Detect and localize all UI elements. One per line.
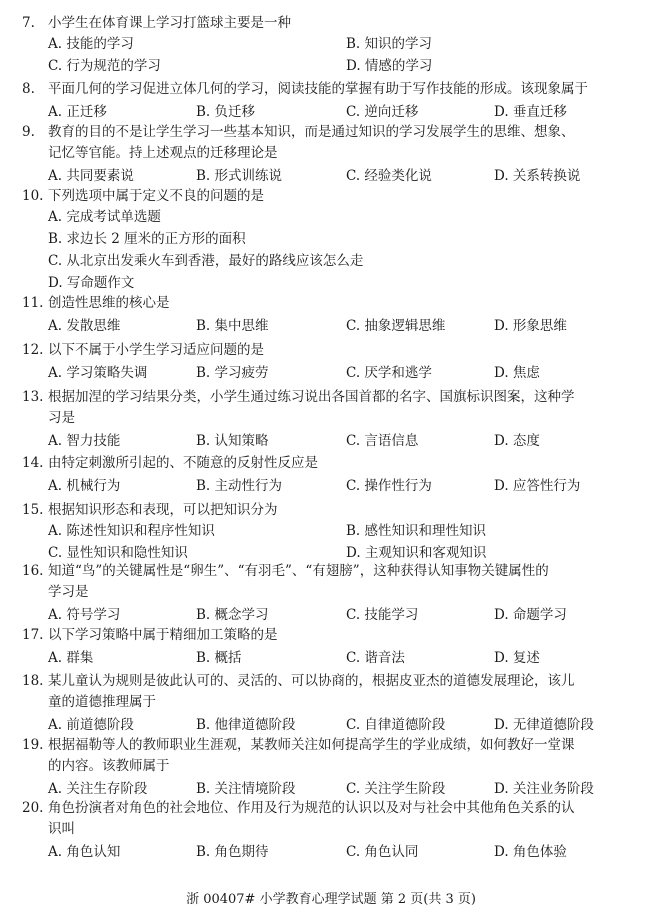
question-20 [0,798,662,864]
option-c: C. 操作性行为 [346,478,432,494]
option-a: A. 正迁移 [48,104,107,120]
question-number: 14. [22,455,44,471]
options-row [0,251,662,273]
question-number: 8. [22,81,35,97]
stem-text: 创造性思维的核心是 [48,295,170,311]
option-a: A. 陈述性知识和程序性知识 [48,523,215,539]
option-a: A. 前道德阶段 [48,717,134,733]
option-d: D. 关系转换说 [494,168,581,184]
option-d: D. 命题学习 [494,607,567,623]
option-d: D. 应答性行为 [494,478,581,494]
question-16 [0,561,662,627]
question-number: 18. [22,673,44,689]
option-d: D. 关注业务阶段 [494,781,594,797]
option-b: B. 认知策略 [196,433,269,449]
option-c: C. 角色认同 [346,844,419,860]
stem-line: 学习是 [48,584,89,600]
question-stem [22,186,632,207]
stem-line [22,293,632,314]
option-b: B. 求边长 2 厘米的正方形的面积 [48,231,246,247]
question-number: 7. [22,15,35,31]
stem-line [22,453,632,474]
option-a: A. 技能的学习 [48,36,134,52]
question-number: 19. [22,737,44,753]
question-15 [0,500,662,565]
option-c: C. 抽象逻辑思维 [346,318,446,334]
question-8 [0,79,662,124]
options-row [0,273,662,295]
question-number: 12. [22,342,44,358]
option-a: A. 学习策略失调 [48,365,148,381]
option-b: B. 集中思维 [196,318,269,334]
options-row [0,56,662,78]
stem-line [22,122,632,143]
option-b: B. 他律道德阶段 [196,717,296,733]
question-number: 16. [22,563,44,579]
option-a: A. 智力技能 [48,433,121,449]
stem-line [22,500,632,521]
options-row [0,207,662,229]
question-number: 15. [22,502,44,518]
stem-line [22,186,632,207]
option-c: C. 从北京出发乘火车到香港，最好的路线应该怎么走 [48,253,364,269]
stem-line: 的内容。该教师属于 [48,758,170,774]
option-b: B. 知识的学习 [346,36,433,52]
option-d: D. 角色体验 [494,844,567,860]
question-number: 9. [22,124,35,140]
stem-text: 以下学习策略中属于精细加工策略的是 [48,627,278,643]
question-11 [0,293,662,338]
question-stem [22,13,632,34]
question-stem [22,79,632,100]
question-14 [0,453,662,498]
question-17 [0,625,662,670]
option-a: A. 关注生存阶段 [48,781,148,797]
question-12 [0,340,662,385]
question-7 [0,13,662,78]
option-b: B. 主动性行为 [196,478,283,494]
option-a: A. 群集 [48,650,94,666]
options-row [0,521,662,543]
question-13 [0,387,662,453]
option-b: B. 感性知识和理性知识 [346,523,487,539]
stem-line [22,735,632,756]
stem-line: 童的道德推理属于 [48,694,156,710]
option-d: D. 主观知识和客观知识 [346,545,487,561]
stem-line [22,671,632,692]
question-stem [22,293,632,314]
stem-text: 小学生在体育课上学习打篮球主要是一种 [48,15,291,31]
stem-text: 以下不属于小学生学习适应问题的是 [48,342,264,358]
options-row [0,842,662,864]
question-stem [22,340,632,361]
question-9 [0,122,662,188]
options-row [0,363,662,385]
option-b: B. 概括 [196,650,242,666]
options-row [0,229,662,251]
question-18 [0,671,662,737]
stem-text: 平面几何的学习促进立体几何的学习，阅读技能的掌握有助于写作技能的形成。该现象属于 [48,81,588,97]
stem-line: 识叫 [48,821,75,837]
options-row [0,316,662,338]
option-d: D. 情感的学习 [346,58,433,74]
option-d: D. 复述 [494,650,540,666]
option-b: B. 概念学习 [196,607,269,623]
option-b: B. 关注情境阶段 [196,781,296,797]
option-b: B. 负迁移 [196,104,256,120]
stem-line [22,561,632,582]
question-stem [22,387,632,429]
option-d: D. 焦虑 [494,365,540,381]
option-c: C. 行为规范的学习 [48,58,161,74]
options-row [0,431,662,453]
options-row [0,648,662,670]
stem-line [22,13,632,34]
option-c: C. 逆向迁移 [346,104,419,120]
option-d: D. 无律道德阶段 [494,717,594,733]
options-row [0,715,662,737]
option-a: A. 机械行为 [48,478,121,494]
stem-line [22,79,632,100]
stem-line: 习是 [48,410,75,426]
question-stem [22,561,632,603]
option-a: A. 符号学习 [48,607,121,623]
option-c: C. 言语信息 [346,433,419,449]
option-d: D. 态度 [494,433,540,449]
stem-line [22,340,632,361]
options-row [0,34,662,56]
option-c: C. 厌学和逃学 [346,365,432,381]
option-d: D. 垂直迁移 [494,104,567,120]
stem-text: 根据加涅的学习结果分类，小学生通过练习说出各国首都的名字、国旗标识图案，这种学 [48,389,575,405]
question-number: 11. [22,295,44,311]
option-c: C. 经验类化说 [346,168,432,184]
question-stem [22,671,632,713]
option-b: B. 形式训练说 [196,168,283,184]
stem-line [22,625,632,646]
option-c: C. 谐音法 [346,650,405,666]
question-number: 13. [22,389,44,405]
question-number: 17. [22,627,44,643]
option-d: D. 写命题作文 [48,275,135,291]
stem-line [22,387,632,408]
option-a: A. 完成考试单选题 [48,209,161,225]
option-a: A. 发散思维 [48,318,121,334]
stem-line: 记忆等官能。持上述观点的迁移理论是 [48,145,278,161]
question-10 [0,186,662,295]
options-row [0,476,662,498]
stem-line [22,798,632,819]
option-c: C. 关注学生阶段 [346,781,446,797]
stem-text: 下列选项中属于定义不良的问题的是 [48,188,264,204]
option-d: D. 形象思维 [494,318,567,334]
question-stem [22,625,632,646]
stem-text: 某儿童认为规则是彼此认可的、灵活的、可以协商的，根据皮亚杰的道德发展理论，该儿 [48,673,575,689]
option-a: A. 共同要素说 [48,168,134,184]
options-row [0,605,662,627]
page-footer: 浙 00407# 小学教育心理学试题 第 2 页(共 3 页) [186,892,476,907]
option-b: B. 学习疲劳 [196,365,269,381]
options-row [0,166,662,188]
stem-text: 角色扮演者对角色的社会地位、作用及行为规范的认识以及对与社会中其他角色关系的认 [48,800,575,816]
stem-text: 根据知识形态和表现，可以把知识分为 [48,502,278,518]
stem-text: 根据福勒等人的教师职业生涯观，某教师关注如何提高学生的学业成绩，如何教好一堂课 [48,737,575,753]
option-b: B. 角色期待 [196,844,269,860]
question-stem [22,798,632,840]
stem-text: 教育的目的不是让学生学习一些基本知识，而是通过知识的学习发展学生的思维、想象、 [48,124,575,140]
question-number: 10. [22,188,44,204]
question-stem [22,453,632,474]
option-c: C. 技能学习 [346,607,419,623]
option-c: C. 显性知识和隐性知识 [48,545,188,561]
question-number: 20. [22,800,44,816]
stem-text: 知道“鸟”的关键属性是“卵生”、“有羽毛”、“有翅膀”，这种获得认知事物关键属性的 [48,563,549,579]
question-19 [0,735,662,801]
question-stem [22,122,632,164]
question-stem [22,735,632,777]
option-c: C. 自律道德阶段 [346,717,446,733]
option-a: A. 角色认知 [48,844,121,860]
stem-text: 由特定刺激所引起的、不随意的反射性反应是 [48,455,318,471]
options-row [0,102,662,124]
question-stem [22,500,632,521]
